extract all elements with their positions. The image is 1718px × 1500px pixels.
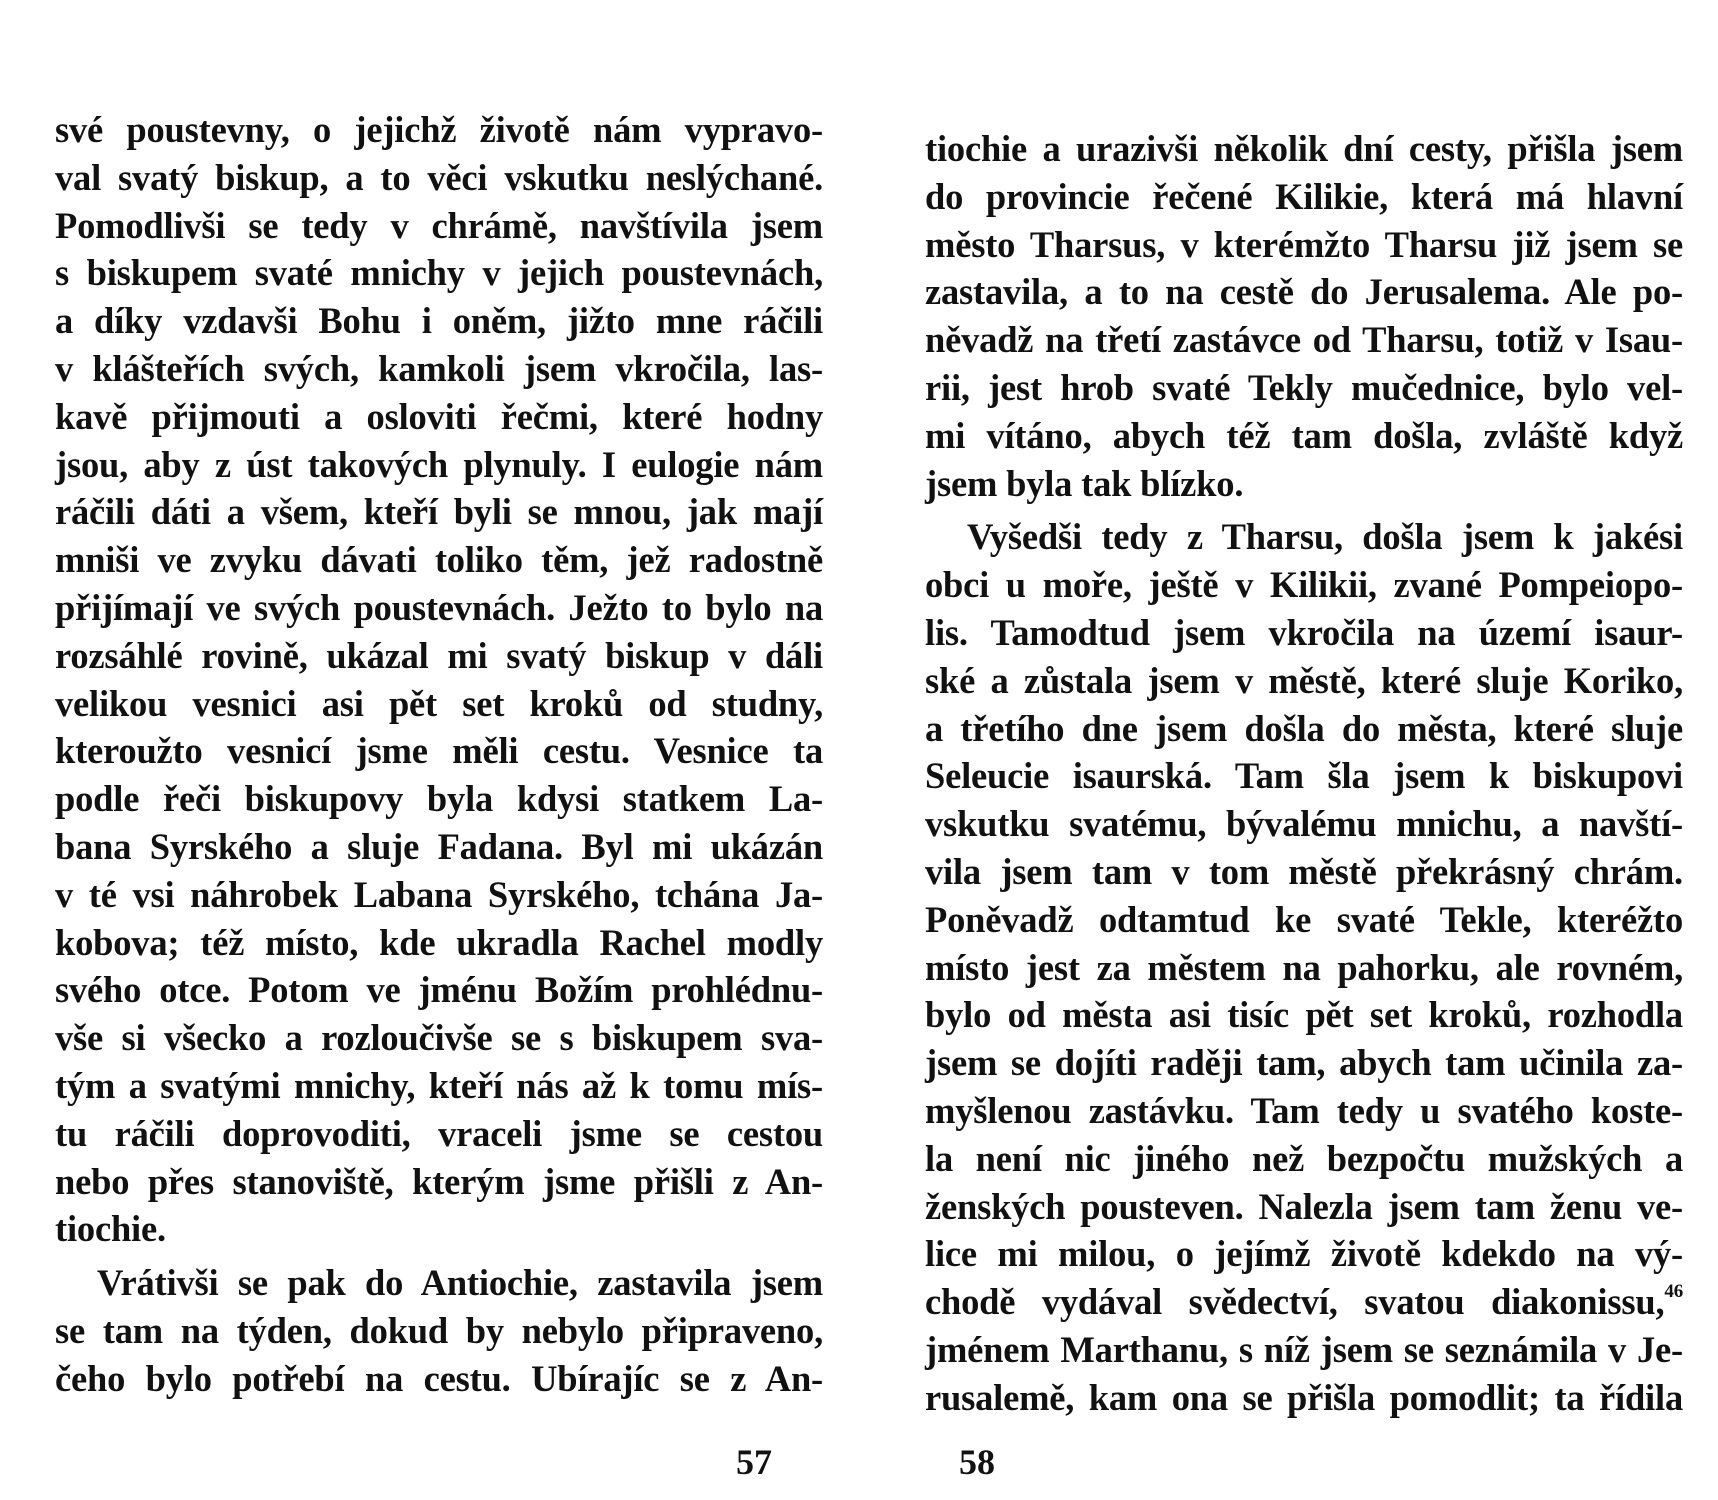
- text-line: Poněvadž odtamtud ke svaté Tekle, kteréžto: [925, 898, 1683, 940]
- text-line: mniši ve zvyku dávati toliko těm, jež radostně: [55, 539, 823, 581]
- paragraph-start-line: Vyšedši tedy z Tharsu, došla jsem k jakési: [967, 516, 1683, 558]
- text-line: ženských pousteven. Nalezla jsem tam ženu ve-: [925, 1185, 1683, 1227]
- text-line: svého otce. Potom ve jménu Božím prohlédnu-: [55, 969, 823, 1011]
- text-line: zastavila, a to na cestě do Jerusalema. Ale po-: [925, 271, 1683, 313]
- text-line-with-footnote: [925, 1278, 1683, 1326]
- text-line: myšlenou zastávku. Tam tedy u svatého koste-: [925, 1089, 1683, 1131]
- text-line: kobova; též místo, kde ukradla Rachel modly: [55, 921, 823, 963]
- text-line: rii, jest hrob svaté Tekly mučednice, bylo vel-: [925, 366, 1683, 408]
- right-page: [859, 0, 1718, 1500]
- page-number: 57: [736, 1442, 772, 1482]
- text-line: vše si všecko a rozloučivše se s biskupem sva-: [55, 1017, 823, 1059]
- text-line: rusalemě, kam ona se přišla pomodlit; ta řídila: [925, 1376, 1683, 1418]
- left-text-column: [55, 106, 823, 1403]
- text-line: své poustevny, o jejichž životě nám vypravo-: [55, 109, 823, 150]
- text-line: lice mi milou, o jejímž životě kdekdo na vý-: [925, 1233, 1683, 1275]
- text-line: rozsáhlé rovině, ukázal mi svatý biskup v dáli: [55, 634, 823, 676]
- page-number: 58: [959, 1442, 995, 1482]
- text-line: s biskupem svaté mnichy v jejich poustevnách,: [55, 252, 823, 294]
- text-line: a díky vzdavši Bohu i oněm, jižto mne ráčili: [55, 300, 823, 342]
- text-line: v klášteřích svých, kamkoli jsem vkročila, las-: [55, 347, 823, 389]
- text-line: obci u moře, ještě v Kilikii, zvané Pompeiopo-: [925, 564, 1683, 606]
- right-text-column: [925, 125, 1683, 1422]
- text-line: jsou, aby z úst takových plynuly. I eulogie nám: [55, 443, 823, 485]
- text-line: do provincie řečené Kilikie, která má hlavní: [925, 175, 1683, 217]
- text-line: ráčili dáti a všem, kteří byli se mnou, jak mají: [55, 491, 823, 533]
- text-line: vila jsem tam v tom městě překrásný chrám.: [925, 850, 1683, 892]
- text-line: jménem Marthanu, s níž jsem se seznámila v Je-: [925, 1328, 1683, 1370]
- text-line: jsem byla tak blízko.: [925, 462, 1244, 504]
- text-line: místo jest za městem na pahorku, ale rovném,: [925, 946, 1683, 988]
- text-line: tu ráčili doprovoditi, vraceli jsme se cestou: [55, 1112, 823, 1154]
- text-line: město Tharsus, v kterémžto Tharsu již jsem se: [925, 223, 1683, 265]
- text-line: kteroužto vesnicí jsme měli cestu. Vesnice ta: [55, 730, 823, 772]
- text-line: mi vítáno, abych též tam došla, zvláště když: [925, 414, 1683, 456]
- text-line: val svatý biskup, a to věci vskutku neslýchané.: [55, 156, 823, 198]
- line-text: chodě vydával svědectví, svatou diakonissu,: [925, 1281, 1665, 1323]
- text-line: vskutku svatému, bývalému mnichu, a navští-: [925, 803, 1683, 845]
- text-line: se tam na týden, dokud by nebylo připraveno,: [55, 1309, 823, 1351]
- text-line: tiochie a urazivši několik dní cesty, přišla jsem: [925, 128, 1683, 169]
- text-line: ské a zůstala jsem v městě, které sluje Koriko,: [925, 659, 1683, 701]
- text-line: bana Syrského a sluje Fadana. Byl mi ukázán: [55, 825, 823, 867]
- text-line: tiochie.: [55, 1208, 166, 1250]
- text-line: kavě přijmouti a osloviti řečmi, které hodny: [55, 395, 823, 437]
- text-line: přijímají ve svých poustevnách. Ježto to bylo na: [55, 586, 823, 628]
- text-line: a třetího dne jsem došla do města, které sluje: [925, 707, 1683, 749]
- text-line: něvadž na třetí zastávce od Tharsu, totiž v Isau-: [925, 319, 1683, 361]
- text-line: jsem se dojíti raději tam, abych tam učinila za-: [925, 1042, 1683, 1084]
- text-line: nebo přes stanoviště, kterým jsme přišli z An-: [55, 1160, 823, 1202]
- text-line: Pomodlivši se tedy v chrámě, navštívila jsem: [55, 204, 823, 246]
- paragraph-start-line: Vrátivši se pak do Antiochie, zastavila jsem: [97, 1262, 823, 1304]
- text-line: v té vsi náhrobek Labana Syrského, tchána Ja-: [55, 873, 823, 915]
- text-line: la není nic jiného než bezpočtu mužských a: [925, 1137, 1683, 1179]
- text-line: čeho bylo potřebí na cestu. Ubírajíc se z An-: [55, 1357, 823, 1399]
- text-line: bylo od města asi tisíc pět set kroků, rozhodla: [925, 994, 1683, 1036]
- text-line: tým a svatými mnichy, kteří nás až k tomu mís-: [55, 1064, 823, 1106]
- text-line: velikou vesnici asi pět set kroků od studny,: [55, 682, 823, 724]
- text-line: Seleucie isaurská. Tam šla jsem k biskupovi: [925, 755, 1683, 797]
- text-line: lis. Tamodtud jsem vkročila na území isaur-: [925, 611, 1683, 653]
- footnote-reference: 46: [1664, 1281, 1683, 1303]
- text-line: podle řeči biskupovy byla kdysi statkem La-: [55, 778, 823, 820]
